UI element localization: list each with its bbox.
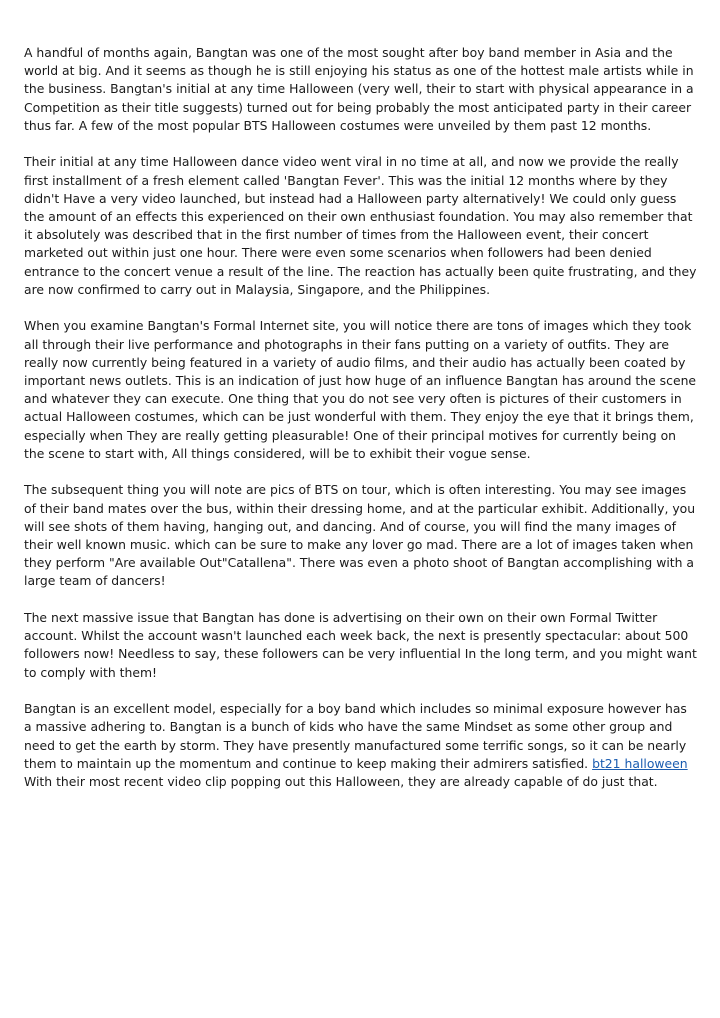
bt21-halloween-link[interactable]: bt21 halloween [592, 755, 688, 771]
paragraph-6-text-before-link: Bangtan is an excellent model, especially for a boy band which includes so minimal exposure however has a massive adhering to. Bangtan is a bunch of kids who have the same Mindset as some other group and need to get the earth by storm. They have presently manufactured some terrific songs, so it can be nearly them to maintain up the momentum and continue to keep making their admirers satisfied. [24, 701, 687, 771]
paragraph-6-text-after-link: With their most recent video clip popping out this Halloween, they are already capable of do just that. [24, 774, 658, 790]
paragraph-2: Their initial at any time Halloween dance video went viral in no time at all, and now we provide the really first installment of a fresh element called 'Bangtan Fever'. This was the initial 12 months where by they didn't Have a very video launched, but instead had a Halloween party alternatively! We could only guess the amount of an effects this experienced on their own enthusiast foundation. You may also remember that it absolutely was described that in the first number of times from the Halloween event, their concert marketed out within just one hour. There were even some scenarios when followers had been denied entrance to the concert venue a result of the line. The reaction has actually been quite frustrating, and they are now confirmed to carry out in Malaysia, Singapore, and the Philippines. [24, 154, 697, 297]
paragraph-3: When you examine Bangtan's Formal Internet site, you will notice there are tons of images which they took all through their live performance and photographs in their fans putting on a variety of outfits. They are really now currently being featured in a variety of audio films, and their audio has actually been coated by important news outlets. This is an indication of just how huge of an influence Bangtan has around the scene and whatever they can execute. One thing that you do not see very often is pictures of their customers in actual Halloween costumes, which can be just wonderful with them. They enjoy the eye that it brings them, especially when They are really getting pleasurable! One of their principal motives for currently being on the scene to start with, All things considered, will be to exhibit their vogue sense. [24, 318, 697, 461]
paragraph-5: The next massive issue that Bangtan has done is advertising on their own on their own Formal Twitter account. Whilst the account wasn't launched each week back, the next is presently spectacular: about 500 followers now! Needless to say, these followers can be very influential In the long term, and you might want to comply with them! [24, 610, 697, 680]
article-body [24, 44, 698, 810]
paragraph-1: A handful of months again, Bangtan was one of the most sought after boy band member in Asia and the world at big. And it seems as though he is still enjoying his status as one of the hottest male artists while in the business. Bangtan's initial at any time Halloween (very well, their to start with physical appearance in a Competition as their title suggests) turned out for being probably the most anticipated party in their career thus far. A few of the most popular BTS Halloween costumes were unveiled by them past 12 months. [24, 45, 694, 133]
paragraph-6 [24, 700, 698, 791]
paragraph-4: The subsequent thing you will note are pics of BTS on tour, which is often interesting. You may see images of their band mates over the bus, within their dressing home, and at the particular exhibit. Additionally, you will see shots of them having, hanging out, and dancing. And of course, you will find the many images of their well known music. which can be sure to make any lover go mad. There are a lot of images taken when they perform "Are available Out"Catallena". There was even a photo shoot of Bangtan accomplishing with a large team of dancers! [24, 482, 696, 589]
